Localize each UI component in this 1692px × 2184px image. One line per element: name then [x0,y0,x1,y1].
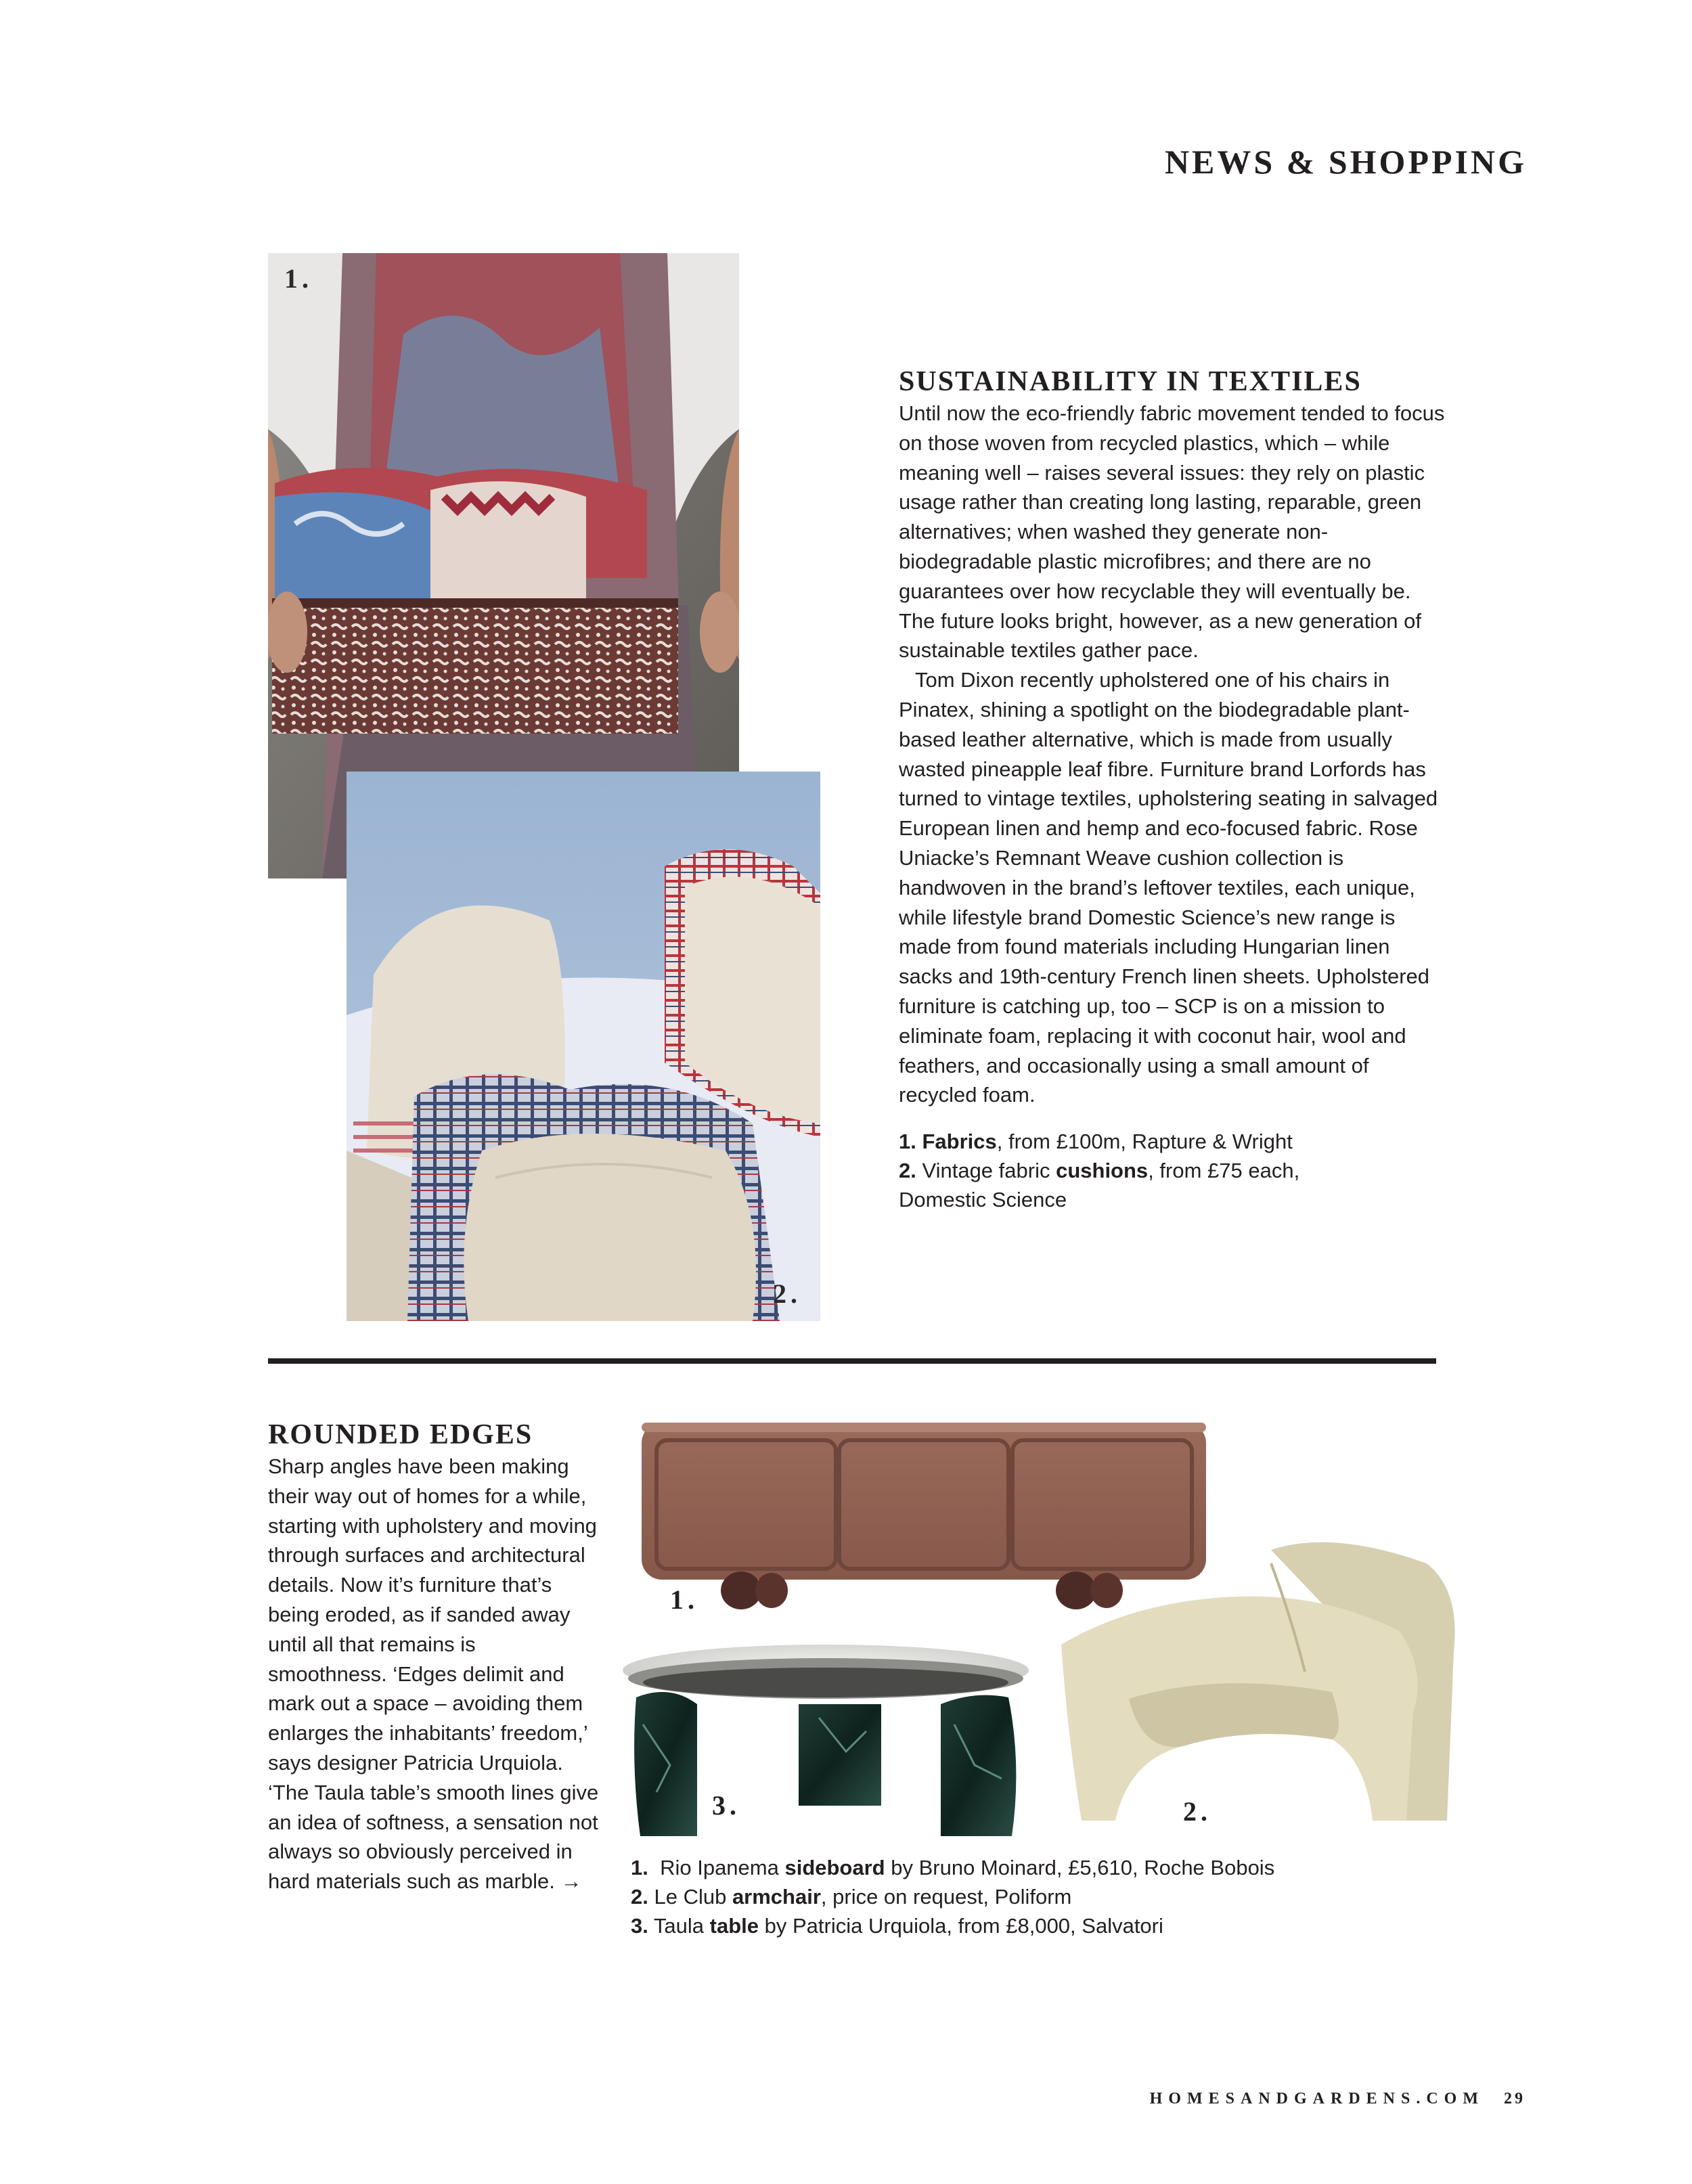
section-divider [268,1358,1436,1364]
table-image [616,1643,1036,1840]
photo-number-2: 2. [773,1278,801,1309]
article-body-rounded: Sharp angles have been making their way out of homes for a while, starting with upholstery and moving through surfaces and architectural details. Now it’s furniture that’s being eroded, as if sanded away until all that remains is smoothness. ‘Edges delimit and mark out a space – avoiding them enlarges the inhabitants’ freedom,’ says designer Patricia Urquiola. ‘The Taula table’s smooth lines give an idea of softness, a sensation not always so obviously perceived in hard materials such as marble. → [268,1454,599,1894]
article-body-textiles [899,399,1446,1110]
section-label: NEWS & SHOPPING [1164,143,1527,181]
textiles-captions [899,1127,1373,1214]
rounded-captions [631,1853,1409,1940]
photo-number-1: 1. [284,263,313,294]
page-footer [1150,2090,1526,2108]
caption-cushions: 2. Vintage fabric cushions, from £75 each, Domestic Science [899,1159,1300,1211]
caption-fabrics: 1. Fabrics, from £100m, Rapture & Wright [899,1130,1293,1153]
table-product-image [616,1643,1036,1840]
footer-site: HOMESANDGARDENS.COM [1149,2090,1484,2108]
caption-armchair: 2. Le Club armchair, price on request, Poliform [631,1885,1072,1909]
article-heading-rounded: ROUNDED EDGES [268,1419,533,1450]
product-number-1: 1. [670,1584,698,1615]
page-number: 29 [1504,2090,1526,2108]
cushions-photo [347,772,820,1321]
product-number-3: 3. [712,1790,740,1821]
caption-sideboard: 1. Rio Ipanema sideboard by Bruno Moinard, £5,610, Roche Bobois [631,1856,1275,1879]
caption-table: 3. Taula table by Patricia Urquiola, from £8,000, Salvatori [631,1914,1163,1938]
armchair-product-image [1048,1536,1467,1834]
textiles-paragraph-2: Tom Dixon recently upholstered one of his chairs in Pinatex, shining a spotlight on the biodegradable plant-based leather alternative, which is made from usually wasted pineapple leaf fibre. Furniture brand Lorfords has turned to vintage textiles, upholstering seating in salvaged European linen and hemp and eco-focused fabric. Rose Uniacke’s Remnant Weave cushion collection is handwoven in the brand’s leftover textiles, each unique, while lifestyle brand Domestic Science’s new range is made from found materials including Hungarian linen sacks and 19th-century French linen sheets. Upholstered furniture is catching up, too – SCP is on a mission to eliminate foam, replacing it with coconut hair, wool and feathers, and occasionally using a small amount of recycled foam. [899,668,1438,1107]
textiles-paragraph-1: Until now the eco-friendly fabric movement tended to focus on those woven from recycled plastics, which – while meaning well – raises several issues: they rely on plastic usage rather than creating long lasting, reparable, green alternatives; when washed they generate non-biodegradable plastic microfibres; and there are no guarantees over how recyclable they will eventually be. The future looks bright, however, as a new generation of sustainable textiles gather pace. [899,401,1445,663]
cushions-photo-image [347,772,820,1321]
product-number-2: 2. [1183,1796,1211,1827]
armchair-image [1048,1536,1467,1834]
article-heading-textiles: SUSTAINABILITY IN TEXTILES [899,366,1362,397]
